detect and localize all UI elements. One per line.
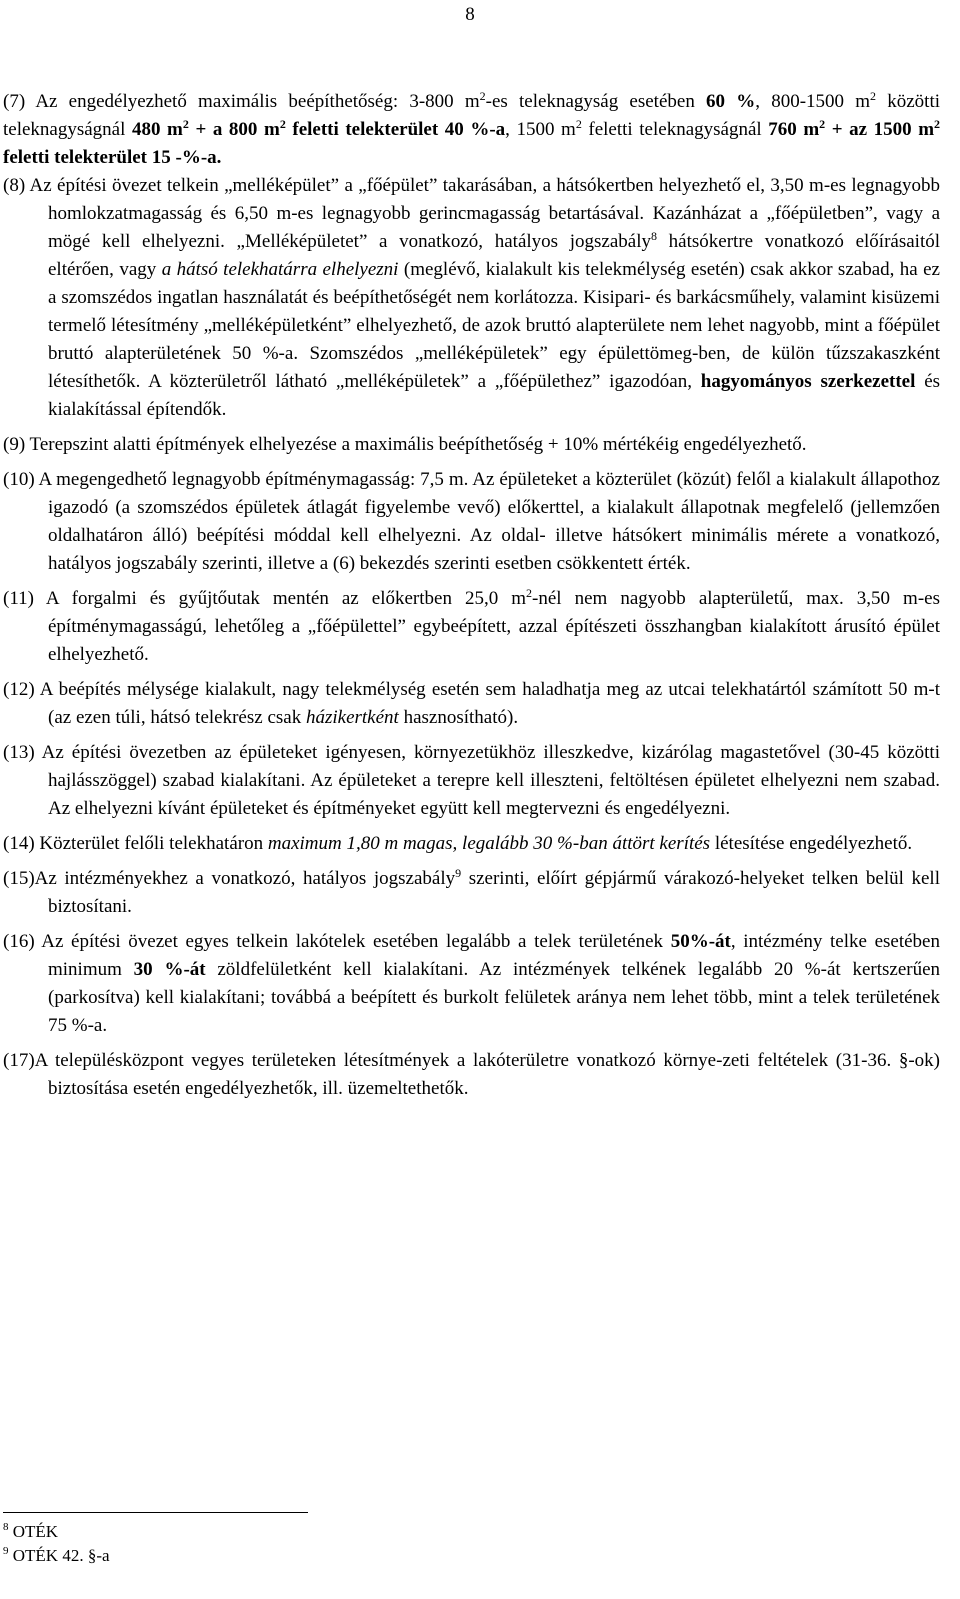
footnote-text: OTÉK 42. §-a (12, 1546, 110, 1565)
paragraph-7: (7) Az engedélyezhető maximális beépíthetőség: 3-800 $m^2-es$ teleknagyság esetében 60 %, 800-1500 $m^2$ közötti teleknagyságnál 480 $m^2 + a$ 800 $m^2$ feletti telekterület 40 %-a, 1500 $m^2$ feletti teleknagyságnál 760 $m^2$ + az 1500 $m^2$ feletti telekterület 15 -%-a. (3, 89, 941, 168)
page-number: 8 (465, 4, 475, 25)
paragraph-9: (9) Terepszint alatti építmények elhelyezése a maximális beépíthetőség + 10% mértékéig engedélyezhető. (3, 434, 807, 455)
paragraph-10: (10) A megengedhető legnagyobb építménymagasság: 7,5 m. Az épületeket a közterület (közút) felől a kialakult állapothoz igazodó (a szomszédos épületek átlagát figyelembe vevő) előkerttel, a kialakult állapotnak megfelelő (jellemzően oldalhatáron álló) beépítési móddal kell elhelyezni. Az oldal- illetve hátsókert minimális mérete a vonatkozó, hatályos jogszabály szerinti, illetve a (6) bekezdés szerinti esetben csökkentett érték. (3, 469, 940, 574)
paragraph-8: (8) Az építési övezet telkein „melléképület” a „főépület” takarásában, a hátsókertben helyezhető el, 3,50 m-es legnagyobb homlokzatmagasság és 6,50 m-es legnagyobb gerincmagasság betartásával. Kazánházat a „főépületben”, vagy a mögé kell elhelyezni. „Melléképületet” a vonatkozó, hatályos jogszabály$^8$ hátsókertre vonatkozó előírásaitól eltérően, vagy a hátsó telekhatárra elhelyezni (meglévő, kialakult kis telekmélység esetén) csak akkor szabad, ha ez a szomszédos ingatlan használatát és beépíthetőségét nem korlátozza. Kisipari- és barkácsműhely, valamint kisüzemi termelő létesítmény „melléképületként” elhelyezhető, de azok bruttó alapterülete nem lehet nagyobb, mint a főépület bruttó alapterületének 50 %-a. Szomszédos „melléképületek” egy épülettömeg-ben, de külön tűzszakaszként létesíthetők. A közterületről látható „melléképületek” a „főépülethez” igazodóan, hagyományos szerkezettel és kialakítással építendők. (3, 175, 941, 420)
paragraph-17: (17)A településközpont vegyes területeken létesítmények a lakóterületre vonatkozó környe-zeti feltételek (31-36. §-ok) biztosítása esetén engedélyezhetők, ill. üzemeltethetők. (3, 1050, 940, 1099)
paragraph-14: (14) Közterület felőli telekhatáron maximum 1,80 m magas, legalább 30 %-ban áttört kerítés létesítése engedélyezhető. (3, 833, 913, 854)
footnotes (3, 1520, 110, 1568)
footnote-text: OTÉK (12, 1522, 59, 1541)
document-body (3, 88, 940, 1103)
footnote-mark: 9 (3, 1545, 9, 1557)
footnote-9 (3, 1544, 110, 1568)
paragraph-12: (12) A beépítés mélysége kialakult, nagy telekmélység esetén sem haladhatja meg az utcai telekhatártól számított 50 m-t (az ezen túli, hátsó telekrész csak házikertként hasznosítható). (3, 679, 940, 728)
paragraph-13: (13) Az építési övezetben az épületeket igényesen, környezetükhöz illeszkedve, kizárólag magastetővel (30-45 közötti hajlásszöggel) szabad kialakítani. Az épületeket a terepre kell illeszteni, feltöltésen épületet elhelyezni nem szabad. Az elhelyezni kívánt épületeket és építményeket együtt kell megtervezni és engedélyezni. (3, 742, 940, 819)
paragraph-15: (15)Az intézményekhez a vonatkozó, hatályos jogszabály$^9$ szerinti, előírt gépjármű várakozó-helyeket telken belül kell biztosítani. (3, 866, 940, 917)
footnote-separator (3, 1512, 308, 1513)
paragraph-16: (16) Az építési övezet egyes telkein lakótelek esetében legalább a telek területének 50%-át, intézmény telke esetében minimum 30 %-át zöldfelületként kell kialakítani. Az intézmények telkének legalább 20 %-át kertszerűen (parkosítva) kell kialakítani; továbbá a beépített és burkolt felületek aránya nem lehet több, mint a telek területének 75 %-a. (3, 931, 941, 1036)
footnote-8 (3, 1520, 110, 1544)
paragraph-11: (11) A forgalmi és gyűjtőutak mentén az előkertben 25,0 $m^2$-nél nem nagyobb alapterületű, max. 3,50 m-es építménymagasságú, lehetőleg a „főépülettel” egybeépített, azzal építészeti összhangban kialakított árusító épület elhelyezhető. (3, 586, 940, 665)
footnote-mark: 8 (3, 1521, 9, 1533)
